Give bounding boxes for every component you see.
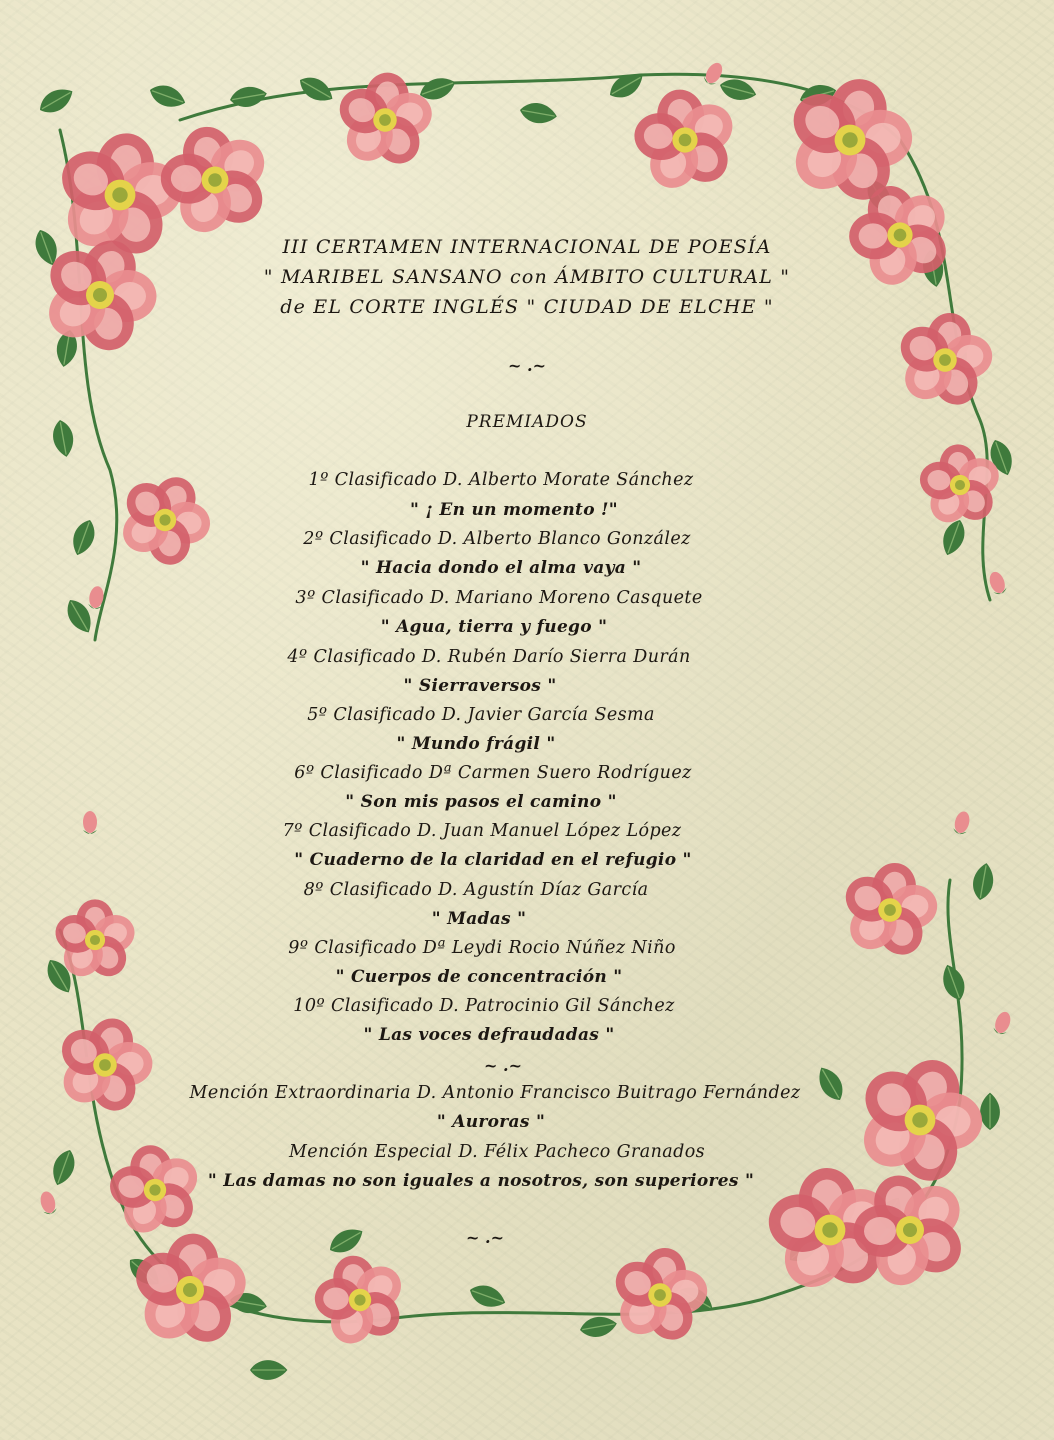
- winner-10-name: 10º Clasificado D. Patrocinio Gil Sánchez: [293, 996, 675, 1016]
- winner-8-name: 8º Clasificado D. Agustín Díaz García: [303, 880, 649, 900]
- stem: [380, 1100, 960, 1320]
- winner-6-name: 6º Clasificado Dª Carmen Suero Rodríguez: [294, 763, 692, 783]
- rose-flower: [123, 1228, 256, 1356]
- leaf: [467, 1281, 509, 1312]
- mention-special-work: " Las damas no son iguales a nosotros, son superiores ": [207, 1171, 755, 1191]
- mention-extraordinary-name: Mención Extraordinaria D. Antonio Francisco Buitrago Fernández: [189, 1083, 801, 1103]
- winner-6-work: " Son mis pasos el camino ": [345, 792, 617, 812]
- leaf: [250, 1360, 287, 1380]
- title-line-1: III CERTAMEN INTERNACIONAL DE POESÍA: [282, 236, 772, 258]
- winner-2-work: " Hacia dondo el alma vaya ": [360, 558, 642, 578]
- rose-flower: [600, 1239, 719, 1354]
- winner-7-work: " Cuaderno de la claridad en el refugio ": [294, 850, 692, 870]
- rose-bud: [702, 60, 726, 87]
- leaf: [228, 1290, 268, 1316]
- winner-5-work: " Mundo frágil ": [396, 734, 556, 754]
- leaf: [675, 1281, 717, 1317]
- leaf: [861, 175, 897, 217]
- leaf: [124, 1252, 165, 1291]
- winner-10-work: " Las voces defraudadas ": [363, 1025, 615, 1045]
- separator: ~ .~: [508, 356, 546, 375]
- winner-7-name: 7º Clasificado D. Juan Manuel López López: [282, 821, 682, 841]
- winner-3-name: 3º Clasificado D. Mariano Moreno Casquete: [295, 588, 703, 608]
- leaf: [417, 73, 459, 104]
- winner-8-work: " Madas ": [431, 909, 527, 929]
- winner-1-work: " ¡ En un momento !": [410, 500, 618, 520]
- winner-9-work: " Cuerpos de concentración ": [335, 967, 623, 987]
- winner-3-work: " Agua, tierra y fuego ": [380, 617, 608, 637]
- leaf: [518, 100, 558, 126]
- leaf: [35, 83, 77, 119]
- leaf: [797, 81, 838, 110]
- title-line-3: de EL CORTE INGLÉS " CIUDAD DE ELCHE ": [280, 296, 774, 318]
- rose-flower: [144, 112, 288, 252]
- mention-extraordinary-work: " Auroras ": [436, 1112, 546, 1132]
- mention-special-name: Mención Especial D. Félix Pacheco Granados: [288, 1142, 706, 1162]
- separator-2: ~ .~: [484, 1056, 522, 1075]
- leaf: [295, 71, 337, 107]
- winner-5-name: 5º Clasificado D. Javier García Sesma: [307, 705, 655, 725]
- winner-2-name: 2º Clasificado D. Alberto Blanco González: [303, 529, 691, 549]
- rose-flower: [621, 80, 749, 203]
- winner-9-name: 9º Clasificado Dª Leydi Rocio Núñez Niño: [288, 938, 676, 958]
- leaf: [717, 75, 758, 104]
- separator-3: ~ .~: [466, 1228, 504, 1247]
- section-heading: PREMIADOS: [466, 412, 588, 432]
- leaf: [605, 68, 647, 104]
- stem: [180, 74, 900, 140]
- leaf: [228, 84, 268, 110]
- winner-4-work: " Sierraversos ": [403, 676, 557, 696]
- title-line-2: " MARIBEL SANSANO con ÁMBITO CULTURAL ": [263, 266, 791, 288]
- leaf: [578, 1314, 618, 1340]
- rose-flower: [329, 68, 441, 175]
- leaf: [147, 81, 189, 112]
- rose-flower: [301, 1244, 421, 1360]
- rose-bud: [38, 1190, 57, 1216]
- winner-1-name: 1º Clasificado D. Alberto Morate Sánchez: [308, 470, 694, 490]
- rose-flower: [767, 62, 932, 222]
- winner-4-name: 4º Clasificado D. Rubén Darío Sierra Durán: [287, 647, 691, 667]
